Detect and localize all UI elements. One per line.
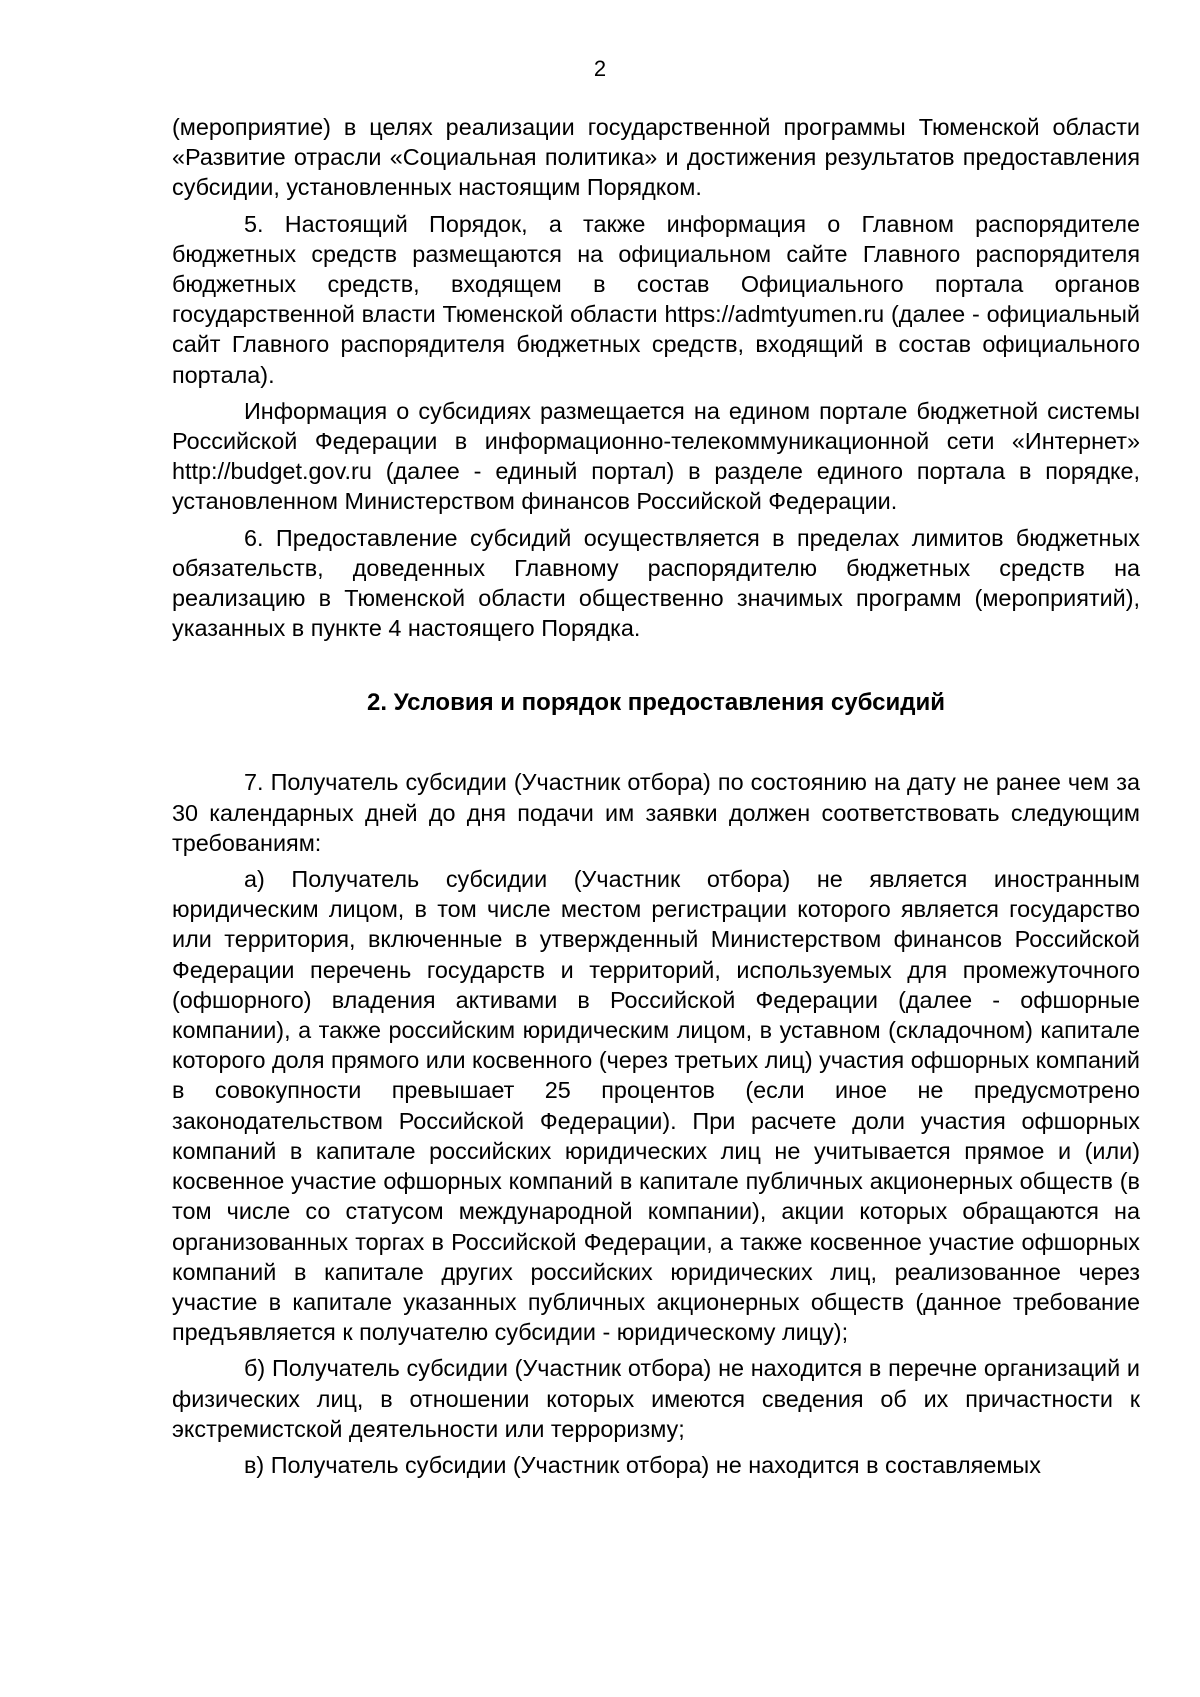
- paragraph-item-7a: а) Получатель субсидии (Участник отбора) не является иностранным юридическим лицом, в том числе местом регистрации которого является государство или территория, включенные в утвержденный Министерством финансов Российской Федерации перечень государств и территорий, используемых для промежуточного (офшорного) владения активами в Российской Федерации (далее - офшорные компании), а также российским юридическим лицом, в уставном (складочном) капитале которого доля прямого или косвенного (через третьих лиц) участия офшорных компаний в совокупности превышает 25 процентов (если иное не предусмотрено законодательством Российской Федерации). При расчете доли участия офшорных компаний в капитале российских юридических лиц не учитывается прямое и (или) косвенное участие офшорных компаний в капитале публичных акционерных обществ (в том числе со статусом международной компании), акции которых обращаются на организованных торгах в Российской Федерации, а также косвенное участие офшорных компаний в капитале других российских юридических лиц, реализованное через участие в капитале указанных публичных акционерных обществ (данное требование предъявляется к получателю субсидии - юридическому лицу);: [172, 866, 1140, 1346]
- paragraph-continuation: (мероприятие) в целях реализации государственной программы Тюменской области «Развитие отрасли «Социальная политика» и достижения результатов предоставления субсидии, установленных настоящим Порядком.: [172, 114, 1140, 201]
- page-number: 2: [593, 56, 607, 81]
- paragraph-item-7b: б) Получатель субсидии (Участник отбора) не находится в перечне организаций и физических лиц, в отношении которых имеются сведения об их причастности к экстремистской деятельности или терроризму;: [172, 1355, 1140, 1442]
- document-body: [172, 112, 1140, 1486]
- paragraph-item-7: 7. Получатель субсидии (Участник отбора) по состоянию на дату не ранее чем за 30 календарных дней до дня подачи им заявки должен соответствовать следующим требованиям:: [172, 769, 1140, 856]
- paragraph-item-7v: в) Получатель субсидии (Участник отбора) не находится в составляемых: [244, 1451, 1041, 1478]
- section-heading: 2. Условия и порядок предоставления субсидий: [367, 689, 945, 717]
- paragraph-item-5: 5. Настоящий Порядок, а также информация о Главном распорядителе бюджетных средств размещаются на официальном сайте Главного распорядителя бюджетных средств, входящем в состав Официального портала органов государственной власти Тюменской области https://admtyumen.ru (далее - официальный сайт Главного распорядителя бюджетных средств, входящий в состав официального портала).: [172, 210, 1140, 388]
- paragraph-item-6: 6. Предоставление субсидий осуществляется в пределах лимитов бюджетных обязательств, доведенных Главному распорядителю бюджетных средств на реализацию в Тюменской области общественно значимых программ (мероприятий), указанных в пункте 4 настоящего Порядка.: [172, 524, 1140, 642]
- paragraph-subsidy-info: Информация о субсидиях размещается на едином портале бюджетной системы Российской Федерации в информационно-телекоммуникационной сети «Интернет» http://budget.gov.ru (далее - единый портал) в разделе единого портала в порядке, установленном Министерством финансов Российской Федерации.: [172, 397, 1140, 515]
